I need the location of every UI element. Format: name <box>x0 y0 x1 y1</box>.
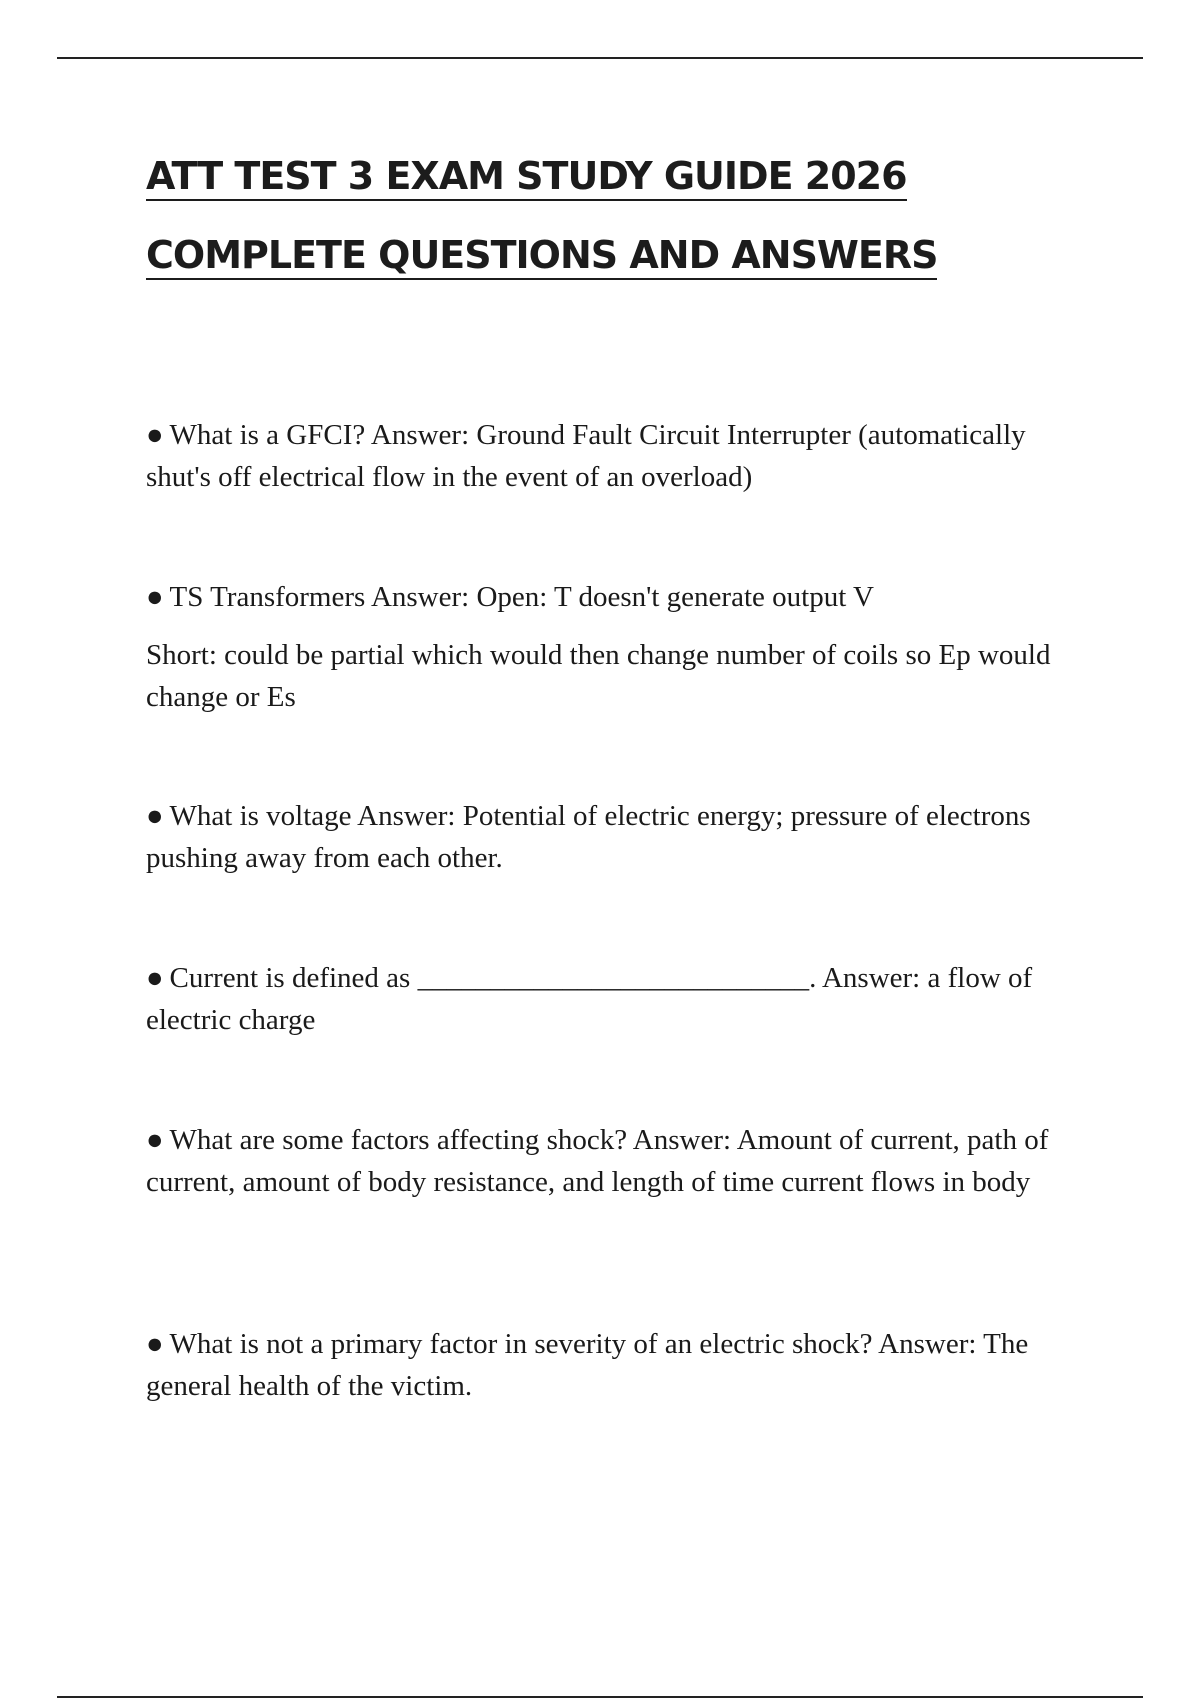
bottom-rule <box>57 1696 1143 1698</box>
qa-item-current <box>146 957 1086 1041</box>
title-line-1: ATT TEST 3 EXAM STUDY GUIDE 2026 <box>146 153 907 201</box>
qa-text: What is not a primary factor in severity of an electric shock? Answer: The general health of the victim. <box>146 1328 1029 1402</box>
qa-item-transformers <box>146 576 1086 718</box>
title-line-2: COMPLETE QUESTIONS AND ANSWERS <box>146 232 937 280</box>
qa-item-shock-factors <box>146 1119 1086 1203</box>
qa-text: TS Transformers Answer: Open: T doesn't generate output V <box>169 581 874 613</box>
top-rule <box>57 57 1143 59</box>
qa-text: Current is defined as ___________________________. Answer: a flow of electric charge <box>146 962 1033 1036</box>
qa-text: What is voltage Answer: Potential of electric energy; pressure of electrons pushing away from each other. <box>146 800 1031 874</box>
bullet-icon: ● <box>146 800 164 832</box>
qa-item-voltage <box>146 795 1086 879</box>
qa-item-not-primary-factor <box>146 1323 1086 1407</box>
document-title <box>146 142 1126 300</box>
bullet-icon: ● <box>146 1328 164 1360</box>
qa-item-gfci <box>146 414 1086 498</box>
qa-text: What is a GFCI? Answer: Ground Fault Circuit Interrupter (automatically shut's off electrical flow in the event of an overload) <box>146 419 1026 493</box>
bullet-icon: ● <box>146 1124 164 1156</box>
qa-text: What are some factors affecting shock? Answer: Amount of current, path of current, amount of body resistance, and length of time current flows in body <box>146 1124 1049 1198</box>
qa-continuation: Short: could be partial which would then change number of coils so Ep would change or Es <box>146 639 1051 713</box>
bullet-icon: ● <box>146 419 164 451</box>
bullet-icon: ● <box>146 581 164 613</box>
bullet-icon: ● <box>146 962 164 994</box>
